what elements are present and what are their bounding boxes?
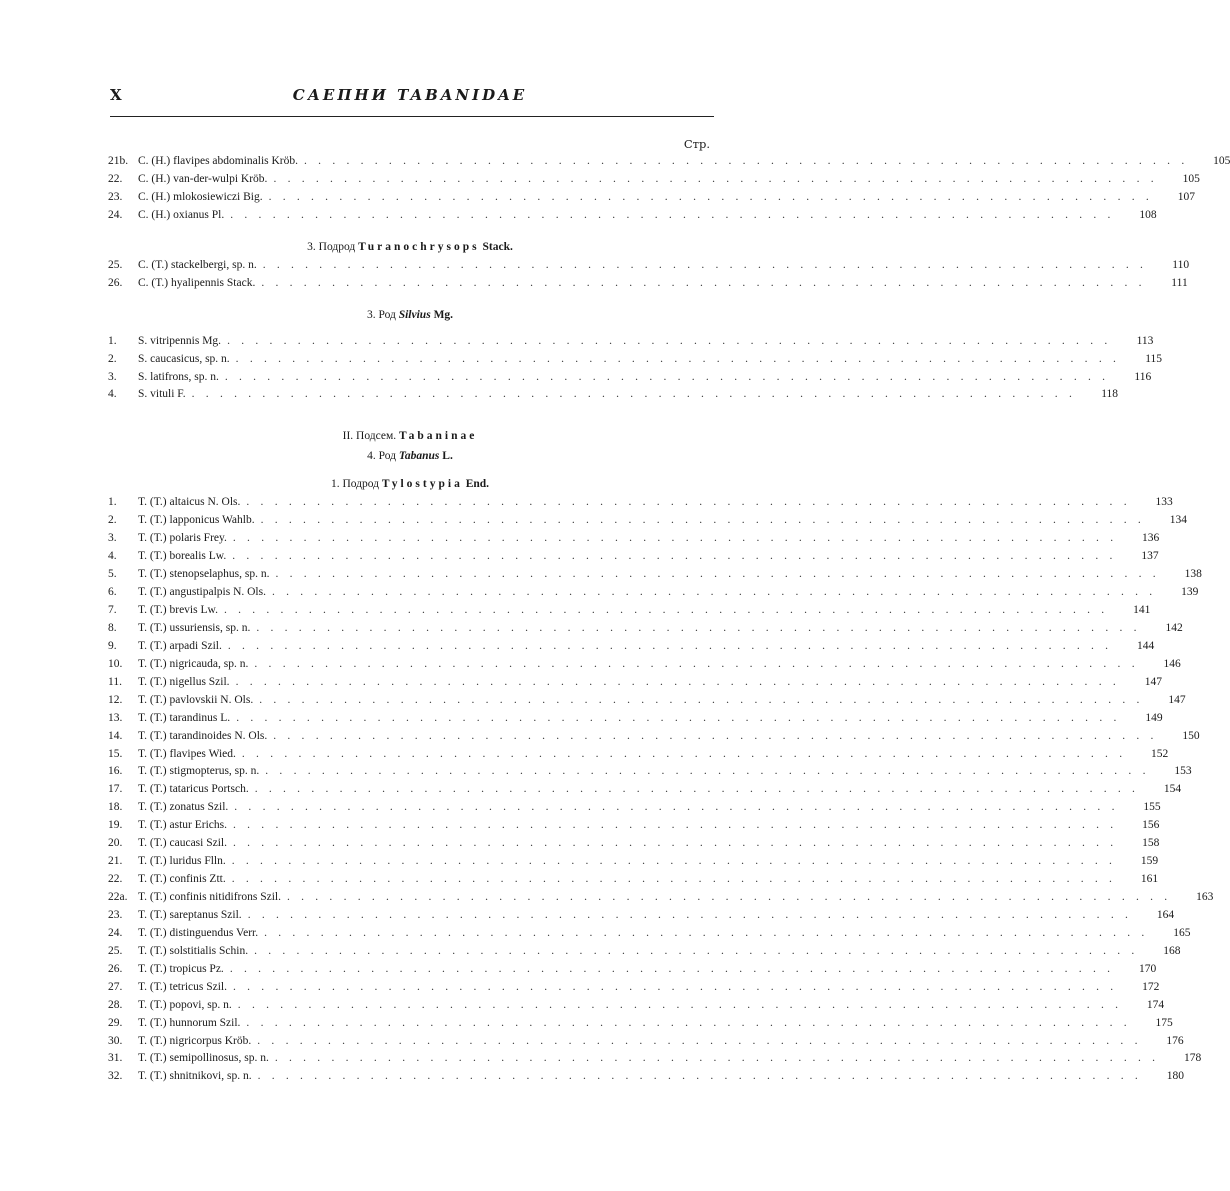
entry-number: 18. <box>108 801 123 814</box>
entry-name: C. (H.) van-der-wulpi Kröb. <box>138 172 268 185</box>
entry-number: 9. <box>108 639 117 652</box>
leader-dots: . . . . . . . . . . . . . . . . . . . . . . . . . . . . . . . . . . . . . . . . . . . . . . . . . . . . . . . . . . . . . . . <box>275 568 1160 581</box>
entry-number: 24. <box>108 208 123 221</box>
toc-entry <box>108 925 1191 943</box>
leader-dots: . . . . . . . . . . . . . . . . . . . . . . . . . . . . . . . . . . . . . . . . . . . . . . . . . . . . . . . . . . . . . . . <box>246 1016 1131 1029</box>
entry-page: 155 <box>1143 801 1161 814</box>
leader-dots: . . . . . . . . . . . . . . . . . . . . . . . . . . . . . . . . . . . . . . . . . . . . . . . . . . . . . . . . . . . . . . . <box>259 693 1144 706</box>
entry-number: 26. <box>108 962 123 975</box>
entry-name: T. (T.) pavlovskii N. Ols. <box>138 693 254 706</box>
entry-page: 153 <box>1174 765 1192 778</box>
entry-page: 146 <box>1163 657 1181 670</box>
entry-name: T. (T.) zonatus Szil. <box>138 801 229 814</box>
entry-name: T. (T.) lapponicus Wahlb. <box>138 514 255 527</box>
entry-name: T. (T.) tarandinoides N. Ols. <box>138 729 268 742</box>
toc-entry <box>108 530 1160 548</box>
toc-entry <box>108 494 1173 512</box>
toc-entry <box>108 171 1200 189</box>
entry-page: 144 <box>1137 639 1155 652</box>
entry-number: 31. <box>108 1052 123 1065</box>
toc-entry <box>108 763 1192 781</box>
entry-number: 21b. <box>108 155 129 167</box>
leader-dots: . . . . . . . . . . . . . . . . . . . . . . . . . . . . . . . . . . . . . . . . . . . . . . . . . . . . . . . . . . . . . . . <box>265 765 1150 778</box>
entry-number: 22a. <box>108 891 128 903</box>
leader-dots: . . . . . . . . . . . . . . . . . . . . . . . . . . . . . . . . . . . . . . . . . . . . . . . . . . . . . . . . . . . . . . . <box>235 675 1120 688</box>
leader-dots: . . . . . . . . . . . . . . . . . . . . . . . . . . . . . . . . . . . . . . . . . . . . . . . . . . . . . . . . . . . . . . . <box>191 388 1077 401</box>
entry-name: T. (T.) borealis Lw. <box>138 550 227 563</box>
entry-number: 5. <box>108 568 117 581</box>
entry-number: 28. <box>108 998 123 1011</box>
entry-number: 2. <box>108 352 117 365</box>
heading-author: Stack. <box>482 240 513 253</box>
entry-name: T. (T.) brevis Lw. <box>138 604 218 616</box>
genus-heading-silvius <box>108 305 712 325</box>
subgenus-heading-turanochrysops <box>108 237 712 257</box>
entry-number: 7. <box>108 604 117 616</box>
entry-number: 10. <box>108 657 123 670</box>
entry-number: 27. <box>108 980 123 993</box>
entry-number: 30. <box>108 1034 123 1047</box>
toc-entry <box>108 1068 1184 1086</box>
entry-number: 21. <box>108 855 123 868</box>
entry-number: 11. <box>108 675 122 688</box>
entry-number: 16. <box>108 765 123 778</box>
entry-name: T. (T.) shnitnikovi, sp. n. <box>138 1070 252 1083</box>
toc-entry <box>108 1015 1173 1033</box>
entry-name: T. (T.) stenopselaphus, sp. n. <box>138 568 270 581</box>
toc-entry <box>108 817 1160 835</box>
heading-prefix: 1. Подрод <box>330 478 380 491</box>
entry-page: 180 <box>1166 1070 1184 1083</box>
list-group-b <box>108 257 1190 293</box>
entry-name: S. vitripennis Mg. <box>138 334 222 347</box>
leader-dots: . . . . . . . . . . . . . . . . . . . . . . . . . . . . . . . . . . . . . . . . . . . . . . . . . . . . . . . . . . . . . . . <box>241 747 1127 760</box>
toc-entry <box>108 746 1169 764</box>
entry-name: T. (T.) nigellus Szil. <box>138 675 230 688</box>
toc-entry <box>108 692 1186 710</box>
leader-dots: . . . . . . . . . . . . . . . . . . . . . . . . . . . . . . . . . . . . . . . . . . . . . . . . . . . . . . . . . . . . . . . <box>246 496 1131 509</box>
entry-page: 165 <box>1173 926 1191 939</box>
entry-page: 105 <box>1213 155 1230 167</box>
entry-page: 142 <box>1165 621 1183 634</box>
entry-name: C. (T.) hyalipennis Stack. <box>138 276 256 289</box>
entry-number: 12. <box>108 693 123 706</box>
entry-page: 149 <box>1145 711 1163 724</box>
toc-entry <box>108 943 1181 961</box>
toc-entry <box>108 638 1155 656</box>
entry-name: T. (T.) astur Erichs. <box>138 819 227 832</box>
list-group-c <box>108 333 1163 405</box>
genus-heading-tabanus <box>108 446 712 466</box>
heading-name: Silvius <box>398 308 431 321</box>
leader-dots: . . . . . . . . . . . . . . . . . . . . . . . . . . . . . . . . . . . . . . . . . . . . . . . . . . . . . . . . . . . . . . . <box>232 837 1118 850</box>
toc-entry <box>108 257 1190 275</box>
leader-dots: . . . . . . . . . . . . . . . . . . . . . . . . . . . . . . . . . . . . . . . . . . . . . . . . . . . . . . . . . . . . . . . <box>256 621 1141 634</box>
leader-dots: . . . . . . . . . . . . . . . . . . . . . . . . . . . . . . . . . . . . . . . . . . . . . . . . . . . . . . . . . . . . . . . <box>257 1070 1142 1083</box>
toc-entry <box>108 835 1160 853</box>
leader-dots: . . . . . . . . . . . . . . . . . . . . . . . . . . . . . . . . . . . . . . . . . . . . . . . . . . . . . . . . . . . . . . . <box>264 926 1149 939</box>
toc-entry <box>108 584 1199 602</box>
entry-number: 4. <box>108 550 117 563</box>
running-header <box>110 86 710 108</box>
entry-page: 139 <box>1181 586 1199 599</box>
entry-name: T. (T.) distinguendus Verr. <box>138 926 259 939</box>
entry-name: T. (T.) stigmopterus, sp. n. <box>138 765 260 778</box>
toc-entry <box>108 853 1159 871</box>
entry-page: 168 <box>1163 944 1181 957</box>
entry-name: T. (T.) confinis nitidifrons Szil. <box>138 891 281 903</box>
entry-page: 137 <box>1141 550 1159 563</box>
leader-dots: . . . . . . . . . . . . . . . . . . . . . . . . . . . . . . . . . . . . . . . . . . . . . . . . . . . . . . . . . . . . . . . <box>233 980 1118 993</box>
entry-page: 150 <box>1182 729 1200 742</box>
leader-dots: . . . . . . . . . . . . . . . . . . . . . . . . . . . . . . . . . . . . . . . . . . . . . . . . . . . . . . . . . . . . . . . <box>271 586 1157 599</box>
entry-name: T. (T.) arpadi Szil. <box>138 639 222 652</box>
toc-entry <box>108 602 1151 620</box>
toc-entry <box>108 1033 1184 1051</box>
toc-entry <box>108 351 1163 369</box>
toc-entry <box>108 961 1157 979</box>
entry-number: 26. <box>108 276 123 289</box>
toc-entry <box>108 512 1187 530</box>
entry-number: 15. <box>108 747 123 760</box>
table-of-contents <box>108 136 1230 1086</box>
entry-name: T. (T.) semipollinosus, sp. n. <box>138 1052 269 1065</box>
entry-number: 13. <box>108 711 123 724</box>
toc-entry <box>108 728 1200 746</box>
entry-name: T. (T.) caucasi Szil. <box>138 837 227 850</box>
entry-name: T. (T.) flavipes Wied. <box>138 747 236 760</box>
entry-page: 115 <box>1145 352 1163 365</box>
entry-name: S. latifrons, sp. n. <box>138 370 219 383</box>
toc-entry <box>108 781 1182 799</box>
entry-name: C. (T.) stackelbergi, sp. n. <box>138 258 257 271</box>
entry-page: 156 <box>1142 819 1160 832</box>
entry-page: 163 <box>1196 891 1214 903</box>
entry-page: 159 <box>1140 855 1159 868</box>
entry-number: 24. <box>108 926 123 939</box>
leader-dots: . . . . . . . . . . . . . . . . . . . . . . . . . . . . . . . . . . . . . . . . . . . . . . . . . . . . . . . . . . . . . . . <box>254 783 1140 796</box>
entry-name: C. (H.) oxianus Pl. <box>138 208 225 221</box>
entry-page: 176 <box>1166 1034 1184 1047</box>
entry-number: 3. <box>108 370 117 383</box>
toc-entry <box>108 369 1152 387</box>
entry-page: 152 <box>1151 747 1169 760</box>
entry-name: T. (T.) tataricus Portsch. <box>138 783 249 796</box>
entry-name: T. (T.) nigricauda, sp. n. <box>138 657 249 670</box>
heading-prefix: 3. Род <box>366 308 396 321</box>
leader-dots: . . . . . . . . . . . . . . . . . . . . . . . . . . . . . . . . . . . . . . . . . . . . . . . . . . . . . . . . . . . . . . . <box>262 258 1148 271</box>
heading-name: Turanochrysops <box>358 240 480 253</box>
entry-number: 2. <box>108 514 117 527</box>
entry-page: 107 <box>1177 190 1195 203</box>
heading-author: Mg. <box>433 308 454 321</box>
entry-name: T. (T.) tarandinus L. <box>138 711 231 724</box>
entry-page: 138 <box>1184 568 1202 581</box>
leader-dots: . . . . . . . . . . . . . . . . . . . . . . . . . . . . . . . . . . . . . . . . . . . . . . . . . . . . . . . . . . . . . . . <box>261 276 1146 289</box>
toc-entry <box>108 548 1159 566</box>
page-number: X <box>110 86 122 104</box>
entry-number: 23. <box>108 908 123 921</box>
entry-name: S. caucasicus, sp. n. <box>138 352 230 365</box>
toc-entry <box>108 907 1175 925</box>
leader-dots: . . . . . . . . . . . . . . . . . . . . . . . . . . . . . . . . . . . . . . . . . . . . . . . . . . . . . . . . . . . . . . . <box>304 155 1189 167</box>
entry-name: T. (T.) tropicus Pz. <box>138 962 224 975</box>
entry-name: T. (T.) altaicus N. Ols. <box>138 496 241 509</box>
entry-number: 6. <box>108 586 117 599</box>
leader-dots: . . . . . . . . . . . . . . . . . . . . . . . . . . . . . . . . . . . . . . . . . . . . . . . . . . . . . . . . . . . . . . . <box>257 1034 1142 1047</box>
leader-dots: . . . . . . . . . . . . . . . . . . . . . . . . . . . . . . . . . . . . . . . . . . . . . . . . . . . . . . . . . . . . . . . <box>232 550 1117 563</box>
entry-page: 158 <box>1142 837 1160 850</box>
entry-page: 108 <box>1139 208 1157 221</box>
toc-entry <box>108 710 1163 728</box>
entry-page: 113 <box>1136 334 1154 347</box>
toc-entry <box>108 333 1154 351</box>
entry-name: C. (H.) flavipes abdominalis Kröb. <box>138 155 299 167</box>
entry-number: 8. <box>108 621 117 634</box>
toc-entry <box>108 386 1119 404</box>
entry-number: 3. <box>108 532 117 545</box>
page-column-label: Стр. <box>683 137 710 151</box>
toc-entry <box>108 1050 1202 1068</box>
heading-name: Tylostypia <box>381 478 463 491</box>
toc-entry <box>108 889 1214 907</box>
subfamily-heading <box>108 426 712 446</box>
heading-name: Tabaninae <box>399 430 478 443</box>
entry-name: T. (T.) ussuriensis, sp. n. <box>138 621 251 634</box>
entry-name: T. (T.) luridus Flln. <box>138 855 226 868</box>
heading-prefix: II. Подсем. <box>342 430 397 443</box>
entry-page: 118 <box>1101 388 1119 401</box>
entry-page: 178 <box>1183 1052 1202 1065</box>
entry-name: T. (T.) confinis Ztt. <box>138 873 226 886</box>
entry-number: 29. <box>108 1016 123 1029</box>
leader-dots: . . . . . . . . . . . . . . . . . . . . . . . . . . . . . . . . . . . . . . . . . . . . . . . . . . . . . . . . . . . . . . . <box>268 190 1153 203</box>
entry-number: 17. <box>108 783 123 796</box>
entry-name: T. (T.) angustipalpis N. Ols. <box>138 586 266 599</box>
leader-dots: . . . . . . . . . . . . . . . . . . . . . . . . . . . . . . . . . . . . . . . . . . . . . . . . . . . . . . . . . . . . . . . <box>223 604 1109 616</box>
leader-dots: . . . . . . . . . . . . . . . . . . . . . . . . . . . . . . . . . . . . . . . . . . . . . . . . . . . . . . . . . . . . . . . <box>254 657 1139 670</box>
heading-author: L. <box>442 450 453 463</box>
entry-number: 14. <box>108 729 123 742</box>
toc-entry <box>108 799 1161 817</box>
entry-name: T. (T.) sareptanus Szil. <box>138 908 242 921</box>
toc-entry <box>108 153 1230 171</box>
leader-dots: . . . . . . . . . . . . . . . . . . . . . . . . . . . . . . . . . . . . . . . . . . . . . . . . . . . . . . . . . . . . . . . <box>260 514 1145 527</box>
toc-entry <box>108 620 1183 638</box>
leader-dots: . . . . . . . . . . . . . . . . . . . . . . . . . . . . . . . . . . . . . . . . . . . . . . . . . . . . . . . . . . . . . . . <box>227 334 1112 347</box>
entry-page: 116 <box>1134 370 1152 383</box>
entry-number: 4. <box>108 388 117 401</box>
toc-entry <box>108 275 1188 293</box>
entry-name: T. (T.) hunnorum Szil. <box>138 1016 241 1029</box>
leader-dots: . . . . . . . . . . . . . . . . . . . . . . . . . . . . . . . . . . . . . . . . . . . . . . . . . . . . . . . . . . . . . . . <box>232 532 1118 545</box>
entry-number: 19. <box>108 819 123 832</box>
entry-page: 141 <box>1133 604 1151 616</box>
entry-page: 172 <box>1142 980 1160 993</box>
leader-dots: . . . . . . . . . . . . . . . . . . . . . . . . . . . . . . . . . . . . . . . . . . . . . . . . . . . . . . . . . . . . . . . <box>233 819 1118 832</box>
entry-page: 161 <box>1140 873 1159 886</box>
entry-page: 147 <box>1144 675 1162 688</box>
leader-dots: . . . . . . . . . . . . . . . . . . . . . . . . . . . . . . . . . . . . . . . . . . . . . . . . . . . . . . . . . . . . . . . <box>229 962 1115 975</box>
entry-number: 32. <box>108 1070 123 1083</box>
entry-number: 22. <box>108 172 123 185</box>
heading-prefix: 3. Подрод <box>307 240 356 253</box>
leader-dots: . . . . . . . . . . . . . . . . . . . . . . . . . . . . . . . . . . . . . . . . . . . . . . . . . . . . . . . . . . . . . . . <box>273 172 1158 185</box>
entry-page: 174 <box>1146 998 1165 1011</box>
entry-name: T. (T.) solstitialis Schin. <box>138 944 249 957</box>
entry-page: 136 <box>1142 532 1160 545</box>
header-rule <box>110 116 714 117</box>
entry-name: T. (T.) polaris Frey. <box>138 532 227 545</box>
leader-dots: . . . . . . . . . . . . . . . . . . . . . . . . . . . . . . . . . . . . . . . . . . . . . . . . . . . . . . . . . . . . . . . <box>231 855 1117 868</box>
leader-dots: . . . . . . . . . . . . . . . . . . . . . . . . . . . . . . . . . . . . . . . . . . . . . . . . . . . . . . . . . . . . . . . <box>237 998 1123 1011</box>
entry-number: 1. <box>108 496 117 509</box>
entry-number: 20. <box>108 837 123 850</box>
list-group-a <box>108 153 1230 225</box>
toc-entry <box>108 189 1195 207</box>
entry-page: 110 <box>1172 258 1190 271</box>
leader-dots: . . . . . . . . . . . . . . . . . . . . . . . . . . . . . . . . . . . . . . . . . . . . . . . . . . . . . . . . . . . . . . . <box>274 1052 1160 1065</box>
entry-number: 25. <box>108 944 123 957</box>
entry-number: 22. <box>108 873 123 886</box>
entry-page: 154 <box>1163 783 1182 796</box>
leader-dots: . . . . . . . . . . . . . . . . . . . . . . . . . . . . . . . . . . . . . . . . . . . . . . . . . . . . . . . . . . . . . . . <box>286 891 1172 903</box>
entry-page: 134 <box>1169 514 1187 527</box>
heading-author: End. <box>465 478 490 491</box>
list-group-d <box>108 494 1214 1086</box>
toc-entry <box>108 871 1159 889</box>
toc-entry <box>108 674 1162 692</box>
entry-page: 170 <box>1138 962 1157 975</box>
toc-entry <box>108 656 1181 674</box>
leader-dots: . . . . . . . . . . . . . . . . . . . . . . . . . . . . . . . . . . . . . . . . . . . . . . . . . . . . . . . . . . . . . . . <box>230 208 1115 221</box>
entry-name: T. (T.) nigricorpus Kröb. <box>138 1034 252 1047</box>
entry-name: C. (H.) mlokosiewiczi Big. <box>138 190 263 203</box>
entry-page: 111 <box>1171 276 1188 289</box>
leader-dots: . . . . . . . . . . . . . . . . . . . . . . . . . . . . . . . . . . . . . . . . . . . . . . . . . . . . . . . . . . . . . . . <box>224 370 1110 383</box>
subgenus-heading-tylostypia <box>108 474 712 494</box>
leader-dots: . . . . . . . . . . . . . . . . . . . . . . . . . . . . . . . . . . . . . . . . . . . . . . . . . . . . . . . . . . . . . . . <box>273 729 1158 742</box>
leader-dots: . . . . . . . . . . . . . . . . . . . . . . . . . . . . . . . . . . . . . . . . . . . . . . . . . . . . . . . . . . . . . . . <box>247 908 1133 921</box>
leader-dots: . . . . . . . . . . . . . . . . . . . . . . . . . . . . . . . . . . . . . . . . . . . . . . . . . . . . . . . . . . . . . . . <box>254 944 1139 957</box>
toc-entry <box>108 979 1160 997</box>
entry-page: 164 <box>1156 908 1175 921</box>
leader-dots: . . . . . . . . . . . . . . . . . . . . . . . . . . . . . . . . . . . . . . . . . . . . . . . . . . . . . . . . . . . . . . . <box>235 352 1121 365</box>
leader-dots: . . . . . . . . . . . . . . . . . . . . . . . . . . . . . . . . . . . . . . . . . . . . . . . . . . . . . . . . . . . . . . . <box>236 711 1121 724</box>
entry-number: 25. <box>108 258 123 271</box>
entry-number: 1. <box>108 334 117 347</box>
entry-page: 175 <box>1155 1016 1173 1029</box>
entry-page: 133 <box>1155 496 1173 509</box>
entry-name: T. (T.) popovi, sp. n. <box>138 998 232 1011</box>
leader-dots: . . . . . . . . . . . . . . . . . . . . . . . . . . . . . . . . . . . . . . . . . . . . . . . . . . . . . . . . . . . . . . . <box>234 801 1119 814</box>
entry-name: T. (T.) tetricus Szil. <box>138 980 227 993</box>
entry-name: S. vituli F. <box>138 388 186 401</box>
leader-dots: . . . . . . . . . . . . . . . . . . . . . . . . . . . . . . . . . . . . . . . . . . . . . . . . . . . . . . . . . . . . . . . <box>231 873 1117 886</box>
running-title: САЕПНИ TABANIDAE <box>292 86 528 104</box>
heading-prefix: 4. Род <box>367 450 397 463</box>
toc-entry <box>108 997 1165 1015</box>
entry-page: 147 <box>1168 693 1186 706</box>
entry-page: 105 <box>1182 172 1200 185</box>
entry-number: 23. <box>108 190 123 203</box>
leader-dots: . . . . . . . . . . . . . . . . . . . . . . . . . . . . . . . . . . . . . . . . . . . . . . . . . . . . . . . . . . . . . . . <box>227 639 1113 652</box>
heading-name: Tabanus <box>398 450 440 463</box>
toc-entry <box>108 207 1157 225</box>
toc-entry <box>108 566 1202 584</box>
